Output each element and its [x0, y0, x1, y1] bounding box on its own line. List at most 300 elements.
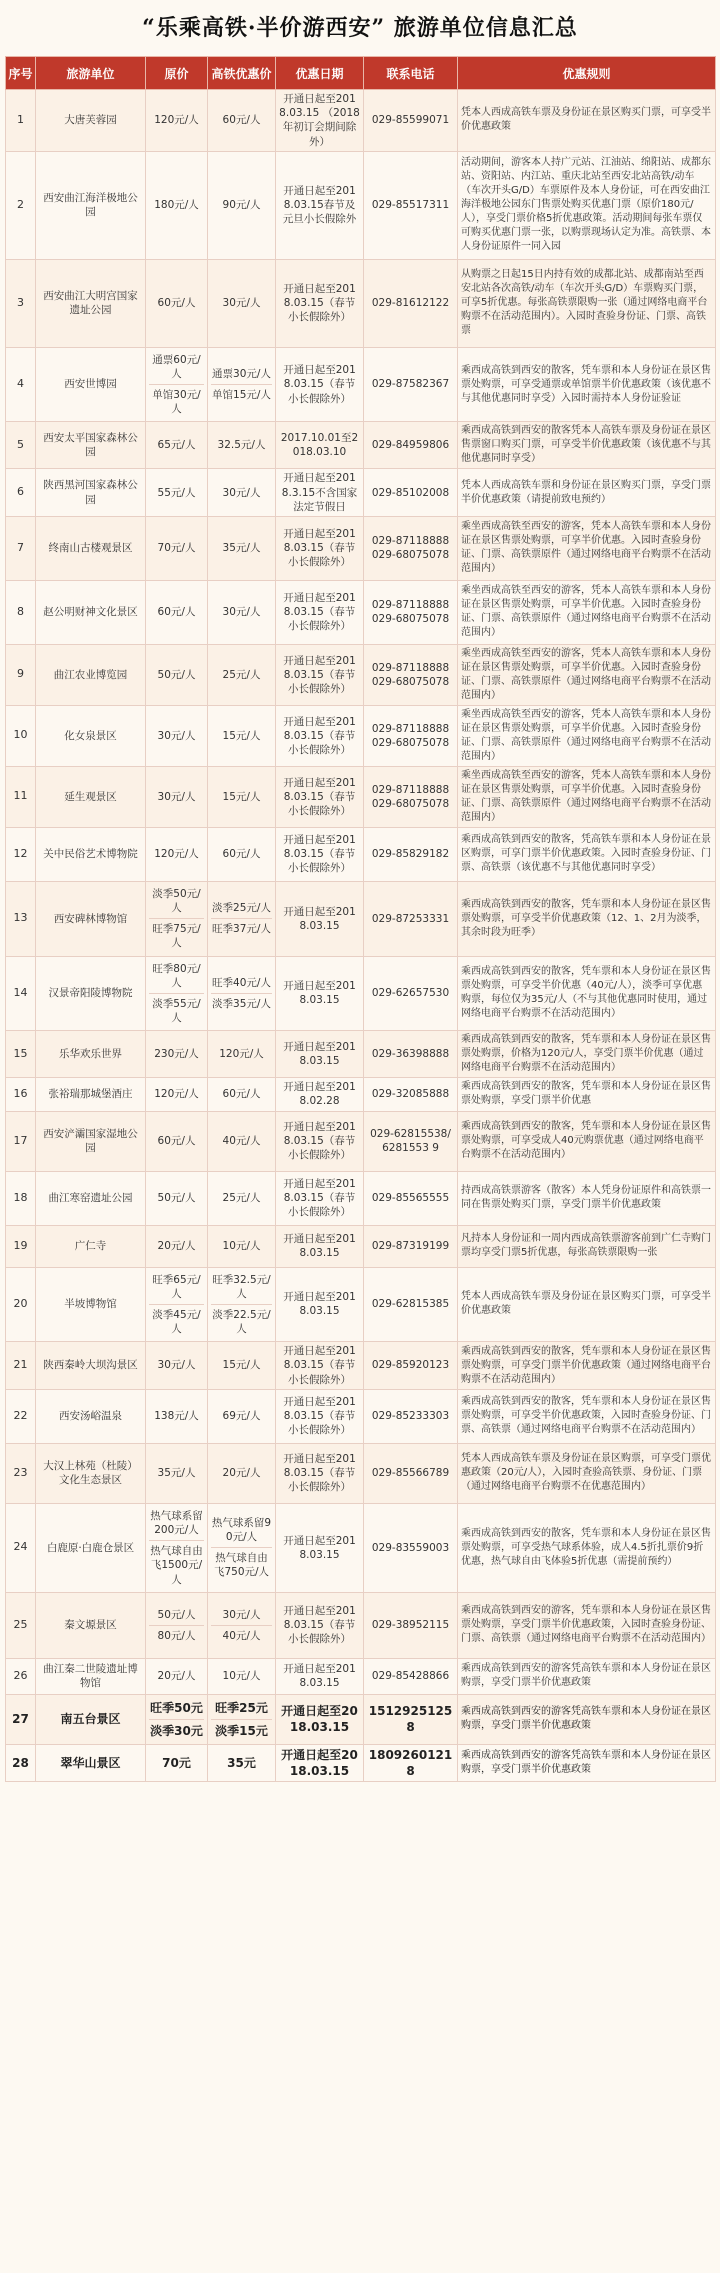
row-phone: 029-85233303 [364, 1389, 458, 1443]
row-phone: 029-85517311 [364, 151, 458, 259]
row-date: 开通日起至2018.03.15（春节小长假除外） [276, 1342, 364, 1390]
row-date: 开通日起至2018.03.15 [276, 881, 364, 956]
row-price [146, 766, 208, 827]
table-body [6, 90, 716, 1782]
row-price-value: 30元/人 [157, 729, 196, 742]
row-phone: 15129251258 [364, 1694, 458, 1744]
row-price [146, 1078, 208, 1111]
row-rules: 凭本人西成高铁车票及身份证在景区购票，可享受门票优惠政策（20元/人），入园时查验高铁票、身份证、门票（通过网络电商平台购票不在优惠范围内） [458, 1443, 716, 1503]
row-date: 开通日起至2018.02.28 [276, 1078, 364, 1111]
row-rules: 乘坐西成高铁至西安的游客，凭本人高铁车票和本人身份证在景区售票处购票，可享半价优惠。入园时查验身份证、门票、高铁票原件（通过网络电商平台购票不在活动范围内） [458, 705, 716, 766]
row-discount [208, 422, 276, 469]
row-price-value: 淡季50元/人 [152, 887, 201, 915]
row-price-value: 旺季75元/人 [149, 918, 204, 953]
row-price [146, 1443, 208, 1503]
row-seq: 26 [6, 1658, 36, 1694]
row-discount-value: 热气球系留90元/人 [211, 1516, 272, 1544]
row-price [146, 1111, 208, 1171]
row-price [146, 90, 208, 152]
header-date: 优惠日期 [276, 57, 364, 90]
row-price-value: 旺季80元/人 [152, 962, 201, 989]
row-rules: 乘西成高铁到西安的游客，凭车票和本人身份证在景区售票处购票，享受门票半价优惠政策，入园时查验身份证、门票、高铁票（通过网络电商平台购票不在活动范围内） [458, 1592, 716, 1658]
row-seq: 9 [6, 644, 36, 705]
row-discount-value: 60元/人 [222, 114, 261, 127]
row-discount [208, 766, 276, 827]
row-unit-name: 陕西黑河国家森林公园 [36, 469, 146, 517]
row-phone: 029-87582367 [364, 347, 458, 422]
row-discount-value: 淡季15元 [211, 1719, 272, 1742]
row-discount-value: 30元/人 [222, 486, 261, 499]
row-price [146, 705, 208, 766]
row-date: 开通日起至2018.03.15 [276, 1745, 364, 1782]
row-discount-value: 旺季32.5元/人 [212, 1273, 271, 1300]
row-unit-name: 半坡博物馆 [36, 1267, 146, 1342]
row-phone: 029-87118888 029-68075078 [364, 766, 458, 827]
row-price-value: 138元/人 [154, 1410, 199, 1423]
row-rules: 乘坐西成高铁至西安的游客，凭本人高铁车票和本人身份证在景区售票处购票，可享半价优惠。入园时查验身份证、门票、高铁票原件（通过网络电商平台购票不在活动范围内） [458, 644, 716, 705]
row-price-value: 35元/人 [157, 1467, 196, 1480]
row-price-value: 单馆30元/人 [149, 384, 204, 419]
row-date: 开通日起至2018.03.15（春节小长假除外） [276, 1592, 364, 1658]
row-discount-value: 35元 [227, 1756, 256, 1771]
row-discount [208, 1592, 276, 1658]
row-rules: 乘西成高铁到西安的散客，凭车票和本人身份证在景区售票处购票，可享受半价优惠政策（12、1、2月为淡季，其余时段为旺季） [458, 881, 716, 956]
row-date: 开通日起至2018.03.15（春节小长假除外） [276, 827, 364, 881]
page-title: “乐乘高铁·半价游西安” 旅游单位信息汇总 [142, 15, 578, 41]
row-unit-name: 张裕瑞那城堡酒庄 [36, 1078, 146, 1111]
row-seq: 15 [6, 1031, 36, 1078]
row-discount-value: 120元/人 [219, 1048, 264, 1061]
row-discount-value: 10元/人 [222, 1240, 261, 1253]
row-rules: 乘西成高铁到西安的游客凭高铁车票和本人身份证在景区购票，享受门票半价优惠政策 [458, 1745, 716, 1782]
header-rules: 优惠规则 [458, 57, 716, 90]
row-date: 开通日起至2018.03.15（春节小长假除外） [276, 1443, 364, 1503]
row-unit-name: 西安曲江海洋极地公园 [36, 151, 146, 259]
row-price [146, 516, 208, 580]
row-discount [208, 1225, 276, 1267]
row-date: 开通日起至2018.03.15 [276, 956, 364, 1031]
row-discount [208, 516, 276, 580]
row-discount-value: 25元/人 [222, 1192, 261, 1205]
row-seq: 8 [6, 580, 36, 644]
row-discount-value: 30元/人 [222, 1608, 261, 1621]
row-discount-value: 热气球自由飞750元/人 [211, 1547, 272, 1582]
row-phone: 029-62815538/6281553 9 [364, 1111, 458, 1171]
row-price [146, 1745, 208, 1782]
row-price [146, 1694, 208, 1744]
row-discount [208, 1031, 276, 1078]
row-price-value: 旺季65元/人 [152, 1273, 201, 1300]
table-row [6, 1111, 716, 1171]
row-price-value: 70元/人 [157, 542, 196, 555]
row-rules: 乘西成高铁到西安的游客凭高铁车票和本人身份证在景区购票，享受门票半价优惠政策 [458, 1694, 716, 1744]
row-unit-name: 乐华欢乐世界 [36, 1031, 146, 1078]
row-discount-value: 15元/人 [222, 729, 261, 742]
row-date: 开通日起至2018.03.15 [276, 1658, 364, 1694]
row-discount-value: 淡季22.5元/人 [211, 1304, 272, 1339]
table-row [6, 580, 716, 644]
row-price [146, 644, 208, 705]
row-phone: 029-87253331 [364, 881, 458, 956]
row-price-value: 80元/人 [149, 1625, 204, 1646]
row-date: 开通日起至2018.03.15（春节小长假除外） [276, 1389, 364, 1443]
row-discount [208, 1267, 276, 1342]
row-phone: 029-87118888 029-68075078 [364, 705, 458, 766]
row-discount-value: 60元/人 [222, 848, 261, 861]
table-row [6, 827, 716, 881]
row-seq: 10 [6, 705, 36, 766]
row-discount-value: 40元/人 [211, 1625, 272, 1646]
table-row [6, 881, 716, 956]
row-phone: 029-85599071 [364, 90, 458, 152]
row-phone: 029-38952115 [364, 1592, 458, 1658]
row-unit-name: 终南山古楼观景区 [36, 516, 146, 580]
row-discount-value: 20元/人 [222, 1467, 261, 1480]
row-phone: 029-85565555 [364, 1171, 458, 1225]
table-row [6, 644, 716, 705]
row-unit-name: 西安曲江大明宫国家遗址公园 [36, 259, 146, 347]
row-price-value: 淡季45元/人 [149, 1304, 204, 1339]
row-price [146, 580, 208, 644]
row-discount-value: 旺季37元/人 [211, 918, 272, 939]
row-rules: 活动期间，游客本人持广元站、江油站、绵阳站、成都东站、资阳站、内江站、重庆北站至西安北站高铁/动车（车次开头G/D）车票原件及本人身份证，可在西安曲江海洋极地公园东门售票处购买优惠门票（原价180元/人），享受门票价格5折优惠政策。活动期间每张车票仅可购买优惠门票一张，以购票现场认定为准。高铁票、本人身份证原件一同入园 [458, 151, 716, 259]
row-rules: 乘坐西成高铁至西安的游客，凭本人高铁车票和本人身份证在景区售票处购票，可享半价优惠。入园时查验身份证、门票、高铁票原件（通过网络电商平台购票不在活动范围内） [458, 516, 716, 580]
row-price-value: 旺季50元 [150, 1700, 203, 1715]
row-price [146, 347, 208, 422]
row-rules: 乘西成高铁到西安的游客凭高铁车票和本人身份证在景区购票，享受门票半价优惠政策 [458, 1658, 716, 1694]
row-rules: 凭本人西成高铁车票及身份证在景区购买门票，可享受半价优惠政策 [458, 1267, 716, 1342]
row-price [146, 1658, 208, 1694]
row-price [146, 422, 208, 469]
row-seq: 14 [6, 956, 36, 1031]
row-unit-name: 赵公明财神文化景区 [36, 580, 146, 644]
row-rules: 凭本人西成高铁车票和身份证在景区购买门票，享受门票半价优惠政策（请提前致电预约） [458, 469, 716, 517]
row-rules: 乘西成高铁到西安的散客，凭车票和本人身份证在景区售票处购票，享受门票半价优惠 [458, 1078, 716, 1111]
row-unit-name: 白鹿原·白鹿仓景区 [36, 1503, 146, 1592]
row-date: 开通日起至2018.03.15（春节小长假除外） [276, 1171, 364, 1225]
table-row [6, 1031, 716, 1078]
row-price [146, 1225, 208, 1267]
row-unit-name: 汉景帝阳陵博物院 [36, 956, 146, 1031]
row-unit-name: 西安世博园 [36, 347, 146, 422]
table-row [6, 1592, 716, 1658]
row-unit-name: 西安碑林博物馆 [36, 881, 146, 956]
row-price-value: 淡季55元/人 [149, 993, 204, 1028]
row-price [146, 1031, 208, 1078]
row-phone: 029-87118888 029-68075078 [364, 580, 458, 644]
row-phone: 029-85566789 [364, 1443, 458, 1503]
row-rules: 乘西成高铁到西安的散客，凭车票和本人身份证在景区售票处购票，可享受通票或单馆票半价优惠政策（该优惠不与其他优惠同时享受）入园时需持本人身份证验证 [458, 347, 716, 422]
row-unit-name: 大汉上林苑（杜陵）文化生态景区 [36, 1443, 146, 1503]
row-unit-name: 曲江农业博览园 [36, 644, 146, 705]
row-phone: 029-85920123 [364, 1342, 458, 1390]
row-price [146, 956, 208, 1031]
row-date: 开通日起至2018.03.15 [276, 1503, 364, 1592]
row-price-value: 65元/人 [157, 439, 196, 452]
row-price-value: 热气球系留200元/人 [150, 1509, 203, 1536]
row-price-value: 55元/人 [157, 486, 196, 499]
table-row [6, 1078, 716, 1111]
row-price [146, 1592, 208, 1658]
row-price [146, 1267, 208, 1342]
table-row [6, 347, 716, 422]
row-seq: 5 [6, 422, 36, 469]
row-price-value: 120元/人 [154, 1088, 199, 1101]
row-rules: 乘坐西成高铁至西安的游客，凭本人高铁车票和本人身份证在景区售票处购票，可享半价优惠。入园时查验身份证、门票、高铁票原件（通过网络电商平台购票不在活动范围内） [458, 580, 716, 644]
row-phone: 029-32085888 [364, 1078, 458, 1111]
row-phone: 18092601218 [364, 1745, 458, 1782]
table-row [6, 259, 716, 347]
row-price-value: 20元/人 [157, 1240, 196, 1253]
row-unit-name: 延生观景区 [36, 766, 146, 827]
row-unit-name: 西安汤峪温泉 [36, 1389, 146, 1443]
row-rules: 乘坐西成高铁至西安的游客，凭本人高铁车票和本人身份证在景区售票处购票，可享半价优惠。入园时查验身份证、门票、高铁票原件（通过网络电商平台购票不在活动范围内） [458, 766, 716, 827]
table-row [6, 1745, 716, 1782]
table-header-row [6, 57, 716, 90]
row-date: 开通日起至2018.03.15（春节小长假除外） [276, 766, 364, 827]
row-discount-value: 淡季25元/人 [212, 902, 271, 915]
row-rules: 乘西成高铁到西安的散客，凭车票和本人身份证在景区售票处购票，可享受成人40元购票优惠（通过网络电商平台购票不在活动范围内） [458, 1111, 716, 1171]
row-phone: 029-87319199 [364, 1225, 458, 1267]
row-date: 开通日起至2018.03.15 [276, 1694, 364, 1744]
row-unit-name: 南五台景区 [36, 1694, 146, 1744]
row-discount-value: 32.5元/人 [217, 439, 266, 452]
row-seq: 11 [6, 766, 36, 827]
row-date: 开通日起至2018.03.15（春节小长假除外） [276, 580, 364, 644]
table-row [6, 469, 716, 517]
row-rules: 乘西成高铁到西安的散客，凭车票和本人身份证在景区售票处购票，可享受半价优惠政策，入园时查验身份证、门票、高铁票（通过网络电商平台购票不在活动范围内） [458, 1389, 716, 1443]
row-seq: 24 [6, 1503, 36, 1592]
table-row [6, 90, 716, 152]
row-seq: 18 [6, 1171, 36, 1225]
row-rules: 乘西成高铁到西安的散客凭本人高铁车票及身份证在景区售票窗口购买门票，可享受半价优惠政策（该优惠不与其他优惠同时享受） [458, 422, 716, 469]
row-price [146, 1171, 208, 1225]
row-date: 开通日起至2018.03.15（春节小长假除外） [276, 1111, 364, 1171]
row-phone: 029-85102008 [364, 469, 458, 517]
row-date: 开通日起至2018.03.15 （2018年初订会期间除外） [276, 90, 364, 152]
row-rules: 从购票之日起15日内持有效的成都北站、成都南站至西安北站各次高铁/动车（车次开头G/D）车票购买门票，可享5折优惠。每张高铁票限购一张（通过网络电商平台购票不在活动范围内）。入园时查验身份证、门票、高铁票 [458, 259, 716, 347]
row-date: 开通日起至2018.03.15（春节小长假除外） [276, 516, 364, 580]
row-discount [208, 1078, 276, 1111]
row-discount [208, 1389, 276, 1443]
row-rules: 乘西成高铁到西安的散客，凭车票和本人身份证在景区售票处购票，可享受热气球系体验，成人4.5折扎票价9折优惠，热气球自由飞体验5折优惠（需提前预约） [458, 1503, 716, 1592]
row-discount-value: 15元/人 [222, 1359, 261, 1372]
row-price-value: 60元/人 [157, 606, 196, 619]
row-phone: 029-36398888 [364, 1031, 458, 1078]
header-seq: 序号 [6, 57, 36, 90]
row-price-value: 120元/人 [154, 114, 199, 127]
row-discount-value: 30元/人 [222, 297, 261, 310]
row-date: 开通日起至2018.03.15 [276, 1225, 364, 1267]
table-row [6, 956, 716, 1031]
row-rules: 凭本人西成高铁车票及身份证在景区购买门票，可享受半价优惠政策 [458, 90, 716, 152]
row-discount [208, 1342, 276, 1390]
row-price-value: 60元/人 [157, 1135, 196, 1148]
row-price-value: 230元/人 [154, 1048, 199, 1061]
row-price-value: 180元/人 [154, 199, 199, 212]
row-phone: 029-87118888 029-68075078 [364, 516, 458, 580]
row-price-value: 30元/人 [157, 790, 196, 803]
row-date: 开通日起至2018.03.15（春节小长假除外） [276, 259, 364, 347]
row-price [146, 1389, 208, 1443]
row-rules: 乘西成高铁到西安的散客，凭车票和本人身份证在景区售票处购票，可享受半价优惠（40元/人），淡季可享优惠购票，每位仅为35元/人（不与其他优惠同时使用，通过网络电商平台购票不在活动范围内） [458, 956, 716, 1031]
row-discount-value: 淡季35元/人 [211, 993, 272, 1014]
table-row [6, 1225, 716, 1267]
row-discount [208, 1745, 276, 1782]
table-row [6, 766, 716, 827]
row-phone: 029-85829182 [364, 827, 458, 881]
row-unit-name: 关中民俗艺术博物院 [36, 827, 146, 881]
row-price-value: 50元/人 [157, 1192, 196, 1205]
row-price [146, 469, 208, 517]
row-discount-value: 25元/人 [222, 668, 261, 681]
row-seq: 7 [6, 516, 36, 580]
row-seq: 22 [6, 1389, 36, 1443]
header-phone: 联系电话 [364, 57, 458, 90]
table-row [6, 516, 716, 580]
row-price-value: 30元/人 [157, 1359, 196, 1372]
row-seq: 21 [6, 1342, 36, 1390]
row-seq: 2 [6, 151, 36, 259]
table-row [6, 1171, 716, 1225]
row-seq: 20 [6, 1267, 36, 1342]
table-row [6, 1503, 716, 1592]
row-unit-name: 西安太平国家森林公园 [36, 422, 146, 469]
table-row [6, 1443, 716, 1503]
header-discount: 高铁优惠价 [208, 57, 276, 90]
row-price [146, 1503, 208, 1592]
row-unit-name: 陕西秦岭大坝沟景区 [36, 1342, 146, 1390]
row-rules: 乘西成高铁到西安的散客，凭车票和本人身份证在景区售票处购票，可享受门票半价优惠政策（通过网络电商平台购票不在活动范围内） [458, 1342, 716, 1390]
row-date: 开通日起至2018.03.15（春节小长假除外） [276, 705, 364, 766]
row-discount [208, 705, 276, 766]
row-seq: 6 [6, 469, 36, 517]
row-phone: 029-84959806 [364, 422, 458, 469]
info-table [5, 56, 716, 1782]
row-phone: 029-62657530 [364, 956, 458, 1031]
row-rules: 乘西成高铁到西安的散客，凭高铁车票和本人身份证在景区购票，可享门票半价优惠政策。入园时查验身份证、门票、高铁票（该优惠不与其他优惠同时享受） [458, 827, 716, 881]
row-seq: 25 [6, 1592, 36, 1658]
table-row [6, 151, 716, 259]
row-discount-value: 40元/人 [222, 1135, 261, 1148]
row-discount [208, 644, 276, 705]
row-price-value: 热气球自由飞1500元/人 [149, 1540, 204, 1590]
row-price-value: 120元/人 [154, 848, 199, 861]
row-seq: 19 [6, 1225, 36, 1267]
row-discount-value: 35元/人 [222, 542, 261, 555]
table-row [6, 422, 716, 469]
row-date: 开通日起至2018.03.15 [276, 1031, 364, 1078]
table-row [6, 1658, 716, 1694]
row-unit-name: 秦文塬景区 [36, 1592, 146, 1658]
row-date: 开通日起至2018.03.15 [276, 1267, 364, 1342]
row-seq: 13 [6, 881, 36, 956]
row-unit-name: 西安浐灞国家湿地公园 [36, 1111, 146, 1171]
row-discount [208, 956, 276, 1031]
row-unit-name: 广仁寺 [36, 1225, 146, 1267]
row-price-value: 60元/人 [157, 297, 196, 310]
row-rules: 凡持本人身份证和一周内西成高铁票游客前到广仁寺购门票均享受门票5折优惠，每张高铁票限购一张 [458, 1225, 716, 1267]
row-discount [208, 1658, 276, 1694]
table-row [6, 1694, 716, 1744]
row-date: 2017.10.01至2018.03.10 [276, 422, 364, 469]
row-discount-value: 10元/人 [222, 1670, 261, 1683]
document-sheet [5, 0, 715, 1782]
row-unit-name: 曲江寒窑遗址公园 [36, 1171, 146, 1225]
row-discount [208, 90, 276, 152]
row-discount-value: 69元/人 [222, 1410, 261, 1423]
row-rules: 乘西成高铁到西安的散客，凭车票和本人身份证在景区售票处购票，价格为120元/人，享受门票半价优惠（通过网络电商平台购票不在活动范围内） [458, 1031, 716, 1078]
row-price [146, 1342, 208, 1390]
row-price [146, 827, 208, 881]
row-seq: 16 [6, 1078, 36, 1111]
row-discount [208, 259, 276, 347]
row-discount [208, 469, 276, 517]
row-discount [208, 827, 276, 881]
row-discount-value: 旺季25元 [215, 1700, 268, 1715]
row-discount [208, 347, 276, 422]
row-price-value: 70元 [162, 1756, 191, 1771]
row-discount [208, 1111, 276, 1171]
row-discount [208, 1171, 276, 1225]
row-discount [208, 580, 276, 644]
row-discount-value: 60元/人 [222, 1088, 261, 1101]
row-discount-value: 单馆15元/人 [211, 384, 272, 405]
row-date: 开通日起至2018.03.15（春节小长假除外） [276, 644, 364, 705]
row-unit-name: 大唐芙蓉园 [36, 90, 146, 152]
row-seq: 1 [6, 90, 36, 152]
header-unit: 旅游单位 [36, 57, 146, 90]
table-row [6, 1342, 716, 1390]
row-seq: 23 [6, 1443, 36, 1503]
row-seq: 12 [6, 827, 36, 881]
row-price [146, 259, 208, 347]
row-phone: 029-62815385 [364, 1267, 458, 1342]
row-seq: 27 [6, 1694, 36, 1744]
row-seq: 17 [6, 1111, 36, 1171]
row-price-value: 20元/人 [157, 1670, 196, 1683]
row-unit-name: 翠华山景区 [36, 1745, 146, 1782]
row-discount-value: 30元/人 [222, 606, 261, 619]
row-price [146, 881, 208, 956]
row-discount-value: 15元/人 [222, 790, 261, 803]
row-seq: 4 [6, 347, 36, 422]
table-row [6, 1389, 716, 1443]
header-price: 原价 [146, 57, 208, 90]
row-price-value: 淡季30元 [149, 1719, 204, 1742]
row-discount-value: 通票30元/人 [212, 367, 271, 380]
row-price [146, 151, 208, 259]
row-discount-value: 旺季40元/人 [212, 976, 271, 989]
row-unit-name: 化女泉景区 [36, 705, 146, 766]
row-seq: 28 [6, 1745, 36, 1782]
row-date: 开通日起至2018.3.15不含国家法定节假日 [276, 469, 364, 517]
row-rules: 持西成高铁票游客（散客）本人凭身份证原件和高铁票一同在售票处购买门票，享受门票半价优惠政策 [458, 1171, 716, 1225]
row-discount [208, 1443, 276, 1503]
row-price-value: 50元/人 [157, 1608, 196, 1621]
row-unit-name: 曲江秦二世陵遗址博物馆 [36, 1658, 146, 1694]
row-seq: 3 [6, 259, 36, 347]
row-date: 开通日起至2018.03.15（春节小长假除外） [276, 347, 364, 422]
row-date: 开通日起至2018.03.15春节及元旦小长假除外 [276, 151, 364, 259]
row-phone: 029-87118888 029-68075078 [364, 644, 458, 705]
row-discount [208, 151, 276, 259]
row-phone: 029-81612122 [364, 259, 458, 347]
row-phone: 029-85428866 [364, 1658, 458, 1694]
row-price-value: 50元/人 [157, 668, 196, 681]
row-discount [208, 1694, 276, 1744]
row-price-value: 通票60元/人 [152, 353, 201, 380]
